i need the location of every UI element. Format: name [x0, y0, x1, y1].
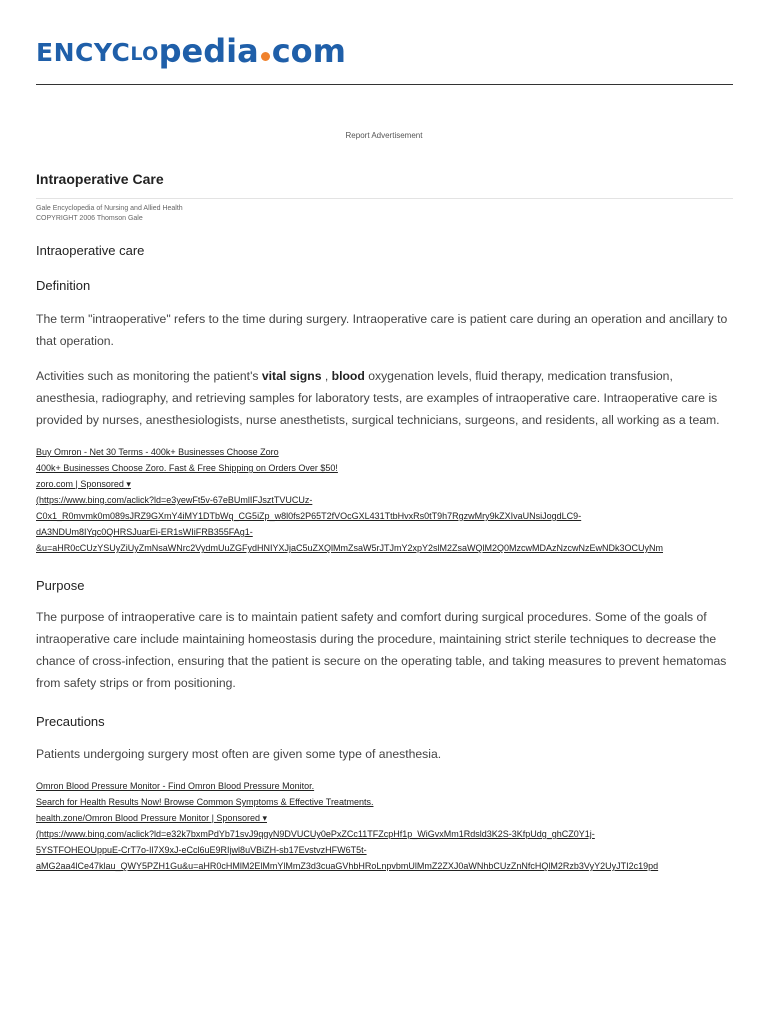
ad-url-line-3[interactable]: aMG2aa4lCe47klau_QWY5PZH1Gu&u=aHR0cHMlM2ElMmYlMmZ3d3cuaGVhbHRoLnpvbmUlMmZ2ZXJ0aWNhbCUzZnNfcHQlM2Rzb3VyY2UyJTI2c19pd [36, 861, 659, 871]
ad-url-line-2[interactable]: C0x1_R0mvmk0m089sJRZ9GXmY4iMY1DTbWq_CG5iZp_w8l0fs2P65T2fVOcGXL431TtbHvxRs0tT9h7RgzwMry9kZXIvaUNsiJogdLC9- [36, 511, 582, 521]
source-line-1: Gale Encyclopedia of Nursing and Allied Health [36, 205, 183, 212]
activities-text-start: Activities such as monitoring the patient's [36, 369, 262, 383]
ad-source-link[interactable]: zoro.com | Sponsored ▾ [36, 479, 131, 489]
ad-url-line-1[interactable]: (https://www.bing.com/aclick?ld=e32k7bxmPdYb71svJ9qgyN9DVUCUy0ePxZCc11TFZcpHf1p_WiGvxMm1Rdsld3K2S-3KfpUdg_ghCZ0Y1j- [36, 829, 595, 839]
purpose-paragraph: The purpose of intraoperative care is to maintain patient safety and comfort during surgical procedures. Some of the goals of intraoperative care include maintaining homeostasis during the procedure, maintaining strict sterile techniques to decrease the chance of cross-infection, ensuring that the patient is secure on the operating table, and taking measures to prevent hematomas from safety strips or from positioning. [36, 610, 727, 690]
ad-url-line-1[interactable]: (https://www.bing.com/aclick?ld=e3yewFt5v-67eBUmlIFJsztTVUCUz- [36, 495, 313, 505]
article-subtitle: Intraoperative care [36, 243, 145, 258]
ad-source-link[interactable]: health.zone/Omron Blood Pressure Monitor | Sponsored ▾ [36, 813, 267, 823]
precautions-heading: Precautions [36, 714, 105, 729]
purpose-heading: Purpose [36, 578, 85, 593]
encyclopedia-logo[interactable] [36, 32, 346, 70]
ad-title-link[interactable]: Buy Omron - Net 30 Terms - 400k+ Businesses Choose Zoro [36, 447, 279, 457]
vital-signs-link[interactable]: vital signs [261, 369, 322, 383]
logo-text-part4: com [271, 32, 346, 70]
ad-url-line-3[interactable]: dA3NDUm8IYqc0QHRSJuarEi-ER1sWIiFRB355FAg1- [36, 527, 253, 537]
blood-link[interactable]: blood [331, 369, 365, 383]
sponsored-ad-zoro[interactable] [36, 444, 736, 556]
activities-text-end: oxygenation levels, fluid therapy, medication transfusion, anesthesia, radiography, and retrieving samples for laboratory tests, are examples of intraoperative care. Intraoperative care is provided by nurses, anesthesiologists, nurse anesthetists, surgical technicians, surgeons, and residents, all working as a team. [36, 369, 720, 427]
definition-paragraph: The term "intraoperative" refers to the time during surgery. Intraoperative care is patient care during an operation and ancillary to that operation. [36, 312, 728, 348]
logo-dot-icon [261, 52, 270, 61]
ad-url-line-4[interactable]: &u=aHR0cCUzYSUyZiUyZmNsaWNrc2VydmUuZGFydHNIYXJjaC5uZXQlMmZsaW5rJTJmY2xpY2slM2ZsaWQlM2Q0MzcwMDAzNzcwNzEwNDk3OCUyNm [36, 543, 663, 553]
ad-url-line-2[interactable]: 5YSTFOHEOUppuE-CrT7o-Il7X9xJ-eCcl6uE9RIjwl8uVBiZH-sb17EvstvzHFW6T5t- [36, 845, 367, 855]
definition-heading: Definition [36, 278, 91, 293]
title-divider [36, 198, 733, 199]
logo-text-part1: ENCYC [36, 38, 131, 67]
report-advertisement-link[interactable]: Report Advertisement [345, 131, 423, 140]
header-divider [36, 84, 733, 85]
sponsored-ad-omron[interactable] [36, 778, 736, 874]
precautions-paragraph: Patients undergoing surgery most often are given some type of anesthesia. [36, 747, 442, 761]
logo-text-part3: pedia [158, 32, 259, 70]
logo-text-part2: LO [130, 43, 159, 65]
activities-paragraph [36, 365, 736, 431]
source-citation [36, 204, 183, 224]
ad-description-link[interactable]: Search for Health Results Now! Browse Common Symptoms & Effective Treatments. [36, 797, 374, 807]
page-title: Intraoperative Care [36, 171, 164, 187]
ad-title-link[interactable]: Omron Blood Pressure Monitor - Find Omron Blood Pressure Monitor. [36, 781, 315, 791]
source-line-2: COPYRIGHT 2006 Thomson Gale [36, 215, 143, 222]
activities-separator: , [321, 369, 332, 383]
ad-description-link[interactable]: 400k+ Businesses Choose Zoro. Fast & Free Shipping on Orders Over $50! [36, 463, 338, 473]
